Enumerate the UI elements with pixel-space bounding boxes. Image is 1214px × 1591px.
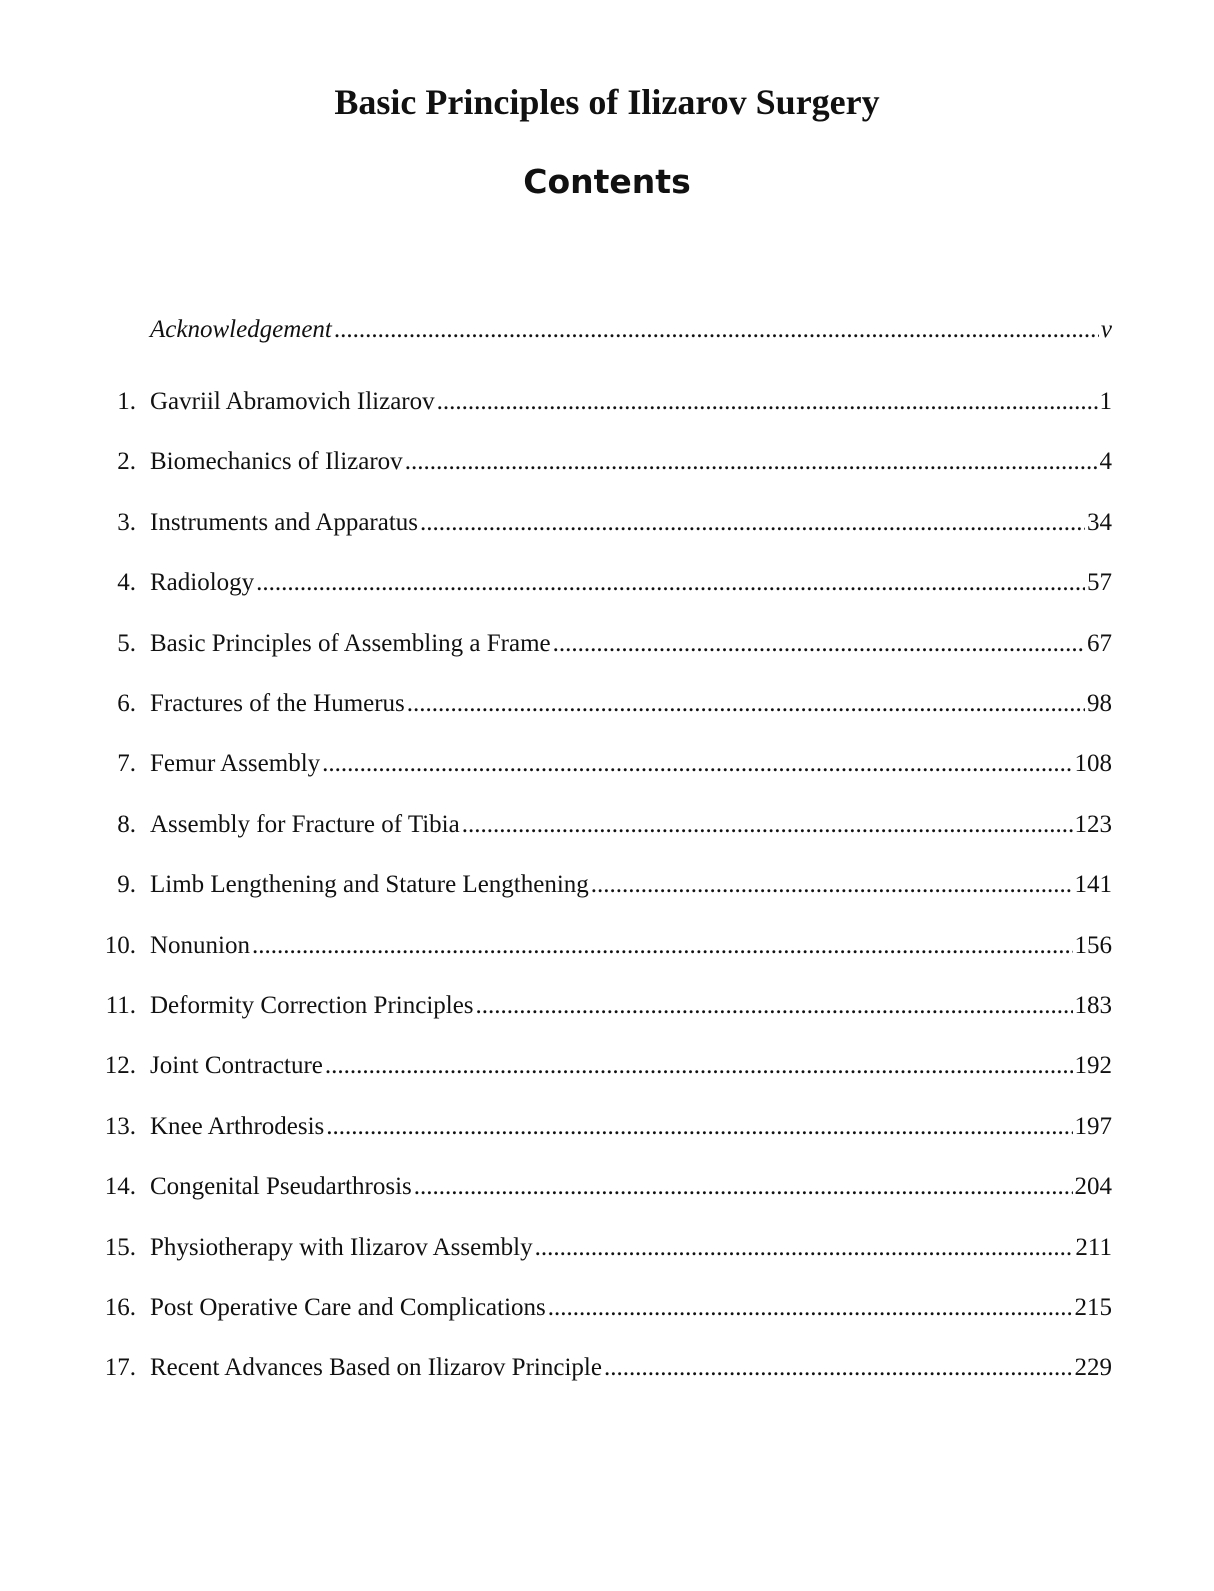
chapter-title: Nonunion: [150, 931, 250, 959]
toc-entry-line: [150, 503, 1112, 543]
toc-entry-line: [150, 1228, 1112, 1268]
toc-entry-line: [150, 382, 1112, 422]
contents-heading: Contents: [523, 162, 691, 201]
toc-entry-line: [150, 1107, 1112, 1147]
toc-entry-line: [150, 986, 1112, 1026]
dot-leader: [414, 1167, 1073, 1207]
toc-entry-chapter: [0, 624, 1214, 664]
toc-page-number: 108: [1074, 750, 1112, 778]
toc-entry-line: [150, 624, 1112, 664]
dot-leader: [252, 926, 1073, 966]
dot-leader: [325, 1046, 1073, 1086]
toc-page-number: 183: [1074, 992, 1112, 1019]
toc-entry-chapter: [0, 1167, 1214, 1207]
toc-entry-chapter: [0, 926, 1214, 966]
dot-leader: [407, 684, 1085, 724]
chapter-title: Fractures of the Humerus: [150, 690, 405, 717]
toc-page-number: 123: [1074, 810, 1112, 838]
dot-leader: [548, 1288, 1073, 1328]
toc-entry-line: [150, 1288, 1112, 1328]
dot-leader: [334, 310, 1099, 350]
chapter-title: Assembly for Fracture of Tibia: [150, 810, 460, 838]
chapter-number: 5.: [117, 629, 136, 657]
dot-leader: [322, 744, 1072, 784]
toc-page-number: 197: [1074, 1112, 1112, 1140]
toc-entry-chapter: [0, 1107, 1214, 1147]
dot-leader: [462, 805, 1073, 845]
toc-entry-chapter: [0, 1046, 1214, 1086]
toc-entry-line: [150, 442, 1112, 482]
chapter-number: 4.: [117, 569, 136, 597]
chapter-title: Basic Principles of Assembling a Frame: [150, 629, 551, 657]
toc-entry-chapter: [0, 744, 1214, 784]
chapter-title: Radiology: [150, 569, 255, 597]
chapter-number: 16.: [104, 1294, 136, 1321]
dot-leader: [326, 1107, 1072, 1147]
chapter-title: Limb Lengthening and Stature Lengthening: [150, 871, 589, 899]
dot-leader: [256, 563, 1085, 603]
toc-page-number: 192: [1074, 1052, 1112, 1080]
chapter-number: 12.: [104, 1052, 136, 1080]
toc-page-number: 1: [1099, 388, 1112, 415]
toc-entry-line: [150, 563, 1112, 603]
chapter-title: Physiotherapy with Ilizarov Assembly: [150, 1233, 533, 1261]
chapter-title: Femur Assembly: [150, 750, 321, 778]
chapter-title: Biomechanics of Ilizarov: [150, 448, 403, 476]
chapter-title: Knee Arthrodesis: [150, 1112, 325, 1140]
toc-entry-line: [150, 310, 1112, 350]
chapter-title: Congenital Pseudarthrosis: [150, 1173, 412, 1201]
dot-leader: [420, 503, 1085, 543]
chapter-number: 9.: [117, 871, 136, 899]
chapter-number: 3.: [117, 508, 136, 536]
toc-entry-chapter: [0, 805, 1214, 845]
dot-leader: [476, 986, 1073, 1026]
toc-page-number: 141: [1074, 871, 1112, 899]
toc-entry-acknowledgement: [0, 310, 1214, 350]
chapter-title: Joint Contracture: [150, 1052, 323, 1080]
toc-entry-label: Acknowledgement: [150, 316, 332, 343]
toc-page-number: 57: [1087, 569, 1112, 597]
toc-page-number: 211: [1075, 1233, 1112, 1261]
toc-page-number: 4: [1099, 448, 1112, 476]
chapter-number: 10.: [104, 931, 136, 959]
dot-leader: [591, 865, 1073, 905]
toc-entry-line: [150, 1167, 1112, 1207]
dot-leader: [553, 624, 1085, 664]
toc-page-number: 34: [1087, 508, 1112, 536]
toc-entry-line: [150, 805, 1112, 845]
chapter-number: 2.: [117, 448, 136, 476]
toc-page-number: 98: [1087, 690, 1112, 717]
toc-page-number: 67: [1087, 629, 1112, 657]
toc-entry-chapter: [0, 503, 1214, 543]
toc-entry-line: [150, 926, 1112, 966]
dot-leader: [405, 442, 1098, 482]
chapter-number: 14.: [104, 1173, 136, 1201]
toc-entry-chapter: [0, 865, 1214, 905]
chapter-title: Deformity Correction Principles: [150, 992, 474, 1019]
chapter-number: 13.: [104, 1112, 136, 1140]
toc-entry-line: [150, 865, 1112, 905]
toc-entry-line: [150, 1348, 1112, 1388]
toc-page-number: 215: [1074, 1294, 1112, 1321]
chapter-title: Post Operative Care and Complications: [150, 1294, 546, 1321]
chapter-number: 15.: [104, 1233, 136, 1261]
toc-entry-chapter: [0, 563, 1214, 603]
toc-page-number: 229: [1074, 1354, 1112, 1382]
chapter-title: Gavriil Abramovich Ilizarov: [150, 388, 435, 415]
toc-page-number: v: [1100, 316, 1112, 343]
toc-entry-line: [150, 1046, 1112, 1086]
dot-leader: [604, 1348, 1073, 1388]
toc-page-number: 156: [1074, 931, 1112, 959]
toc-entry-line: [150, 684, 1112, 724]
book-title: Basic Principles of Ilizarov Surgery: [334, 82, 880, 122]
toc-entry-chapter: [0, 442, 1214, 482]
chapter-number: 11.: [105, 992, 136, 1019]
chapter-title: Instruments and Apparatus: [150, 508, 419, 536]
toc-entry-chapter: [0, 382, 1214, 422]
toc-entry-chapter: [0, 1228, 1214, 1268]
toc-entry-chapter: [0, 1288, 1214, 1328]
chapter-number: 7.: [117, 750, 136, 778]
chapter-number: 8.: [117, 810, 136, 838]
dot-leader: [437, 382, 1098, 422]
toc-entry-chapter: [0, 684, 1214, 724]
chapter-title: Recent Advances Based on Ilizarov Principle: [150, 1354, 602, 1382]
chapter-number: 6.: [117, 690, 136, 717]
toc-entry-chapter: [0, 1348, 1214, 1388]
chapter-number: 1.: [117, 388, 136, 415]
toc-entry-chapter: [0, 986, 1214, 1026]
chapter-number: 17.: [104, 1354, 136, 1382]
toc-entry-line: [150, 744, 1112, 784]
dot-leader: [535, 1228, 1074, 1268]
toc-page-number: 204: [1074, 1173, 1112, 1201]
